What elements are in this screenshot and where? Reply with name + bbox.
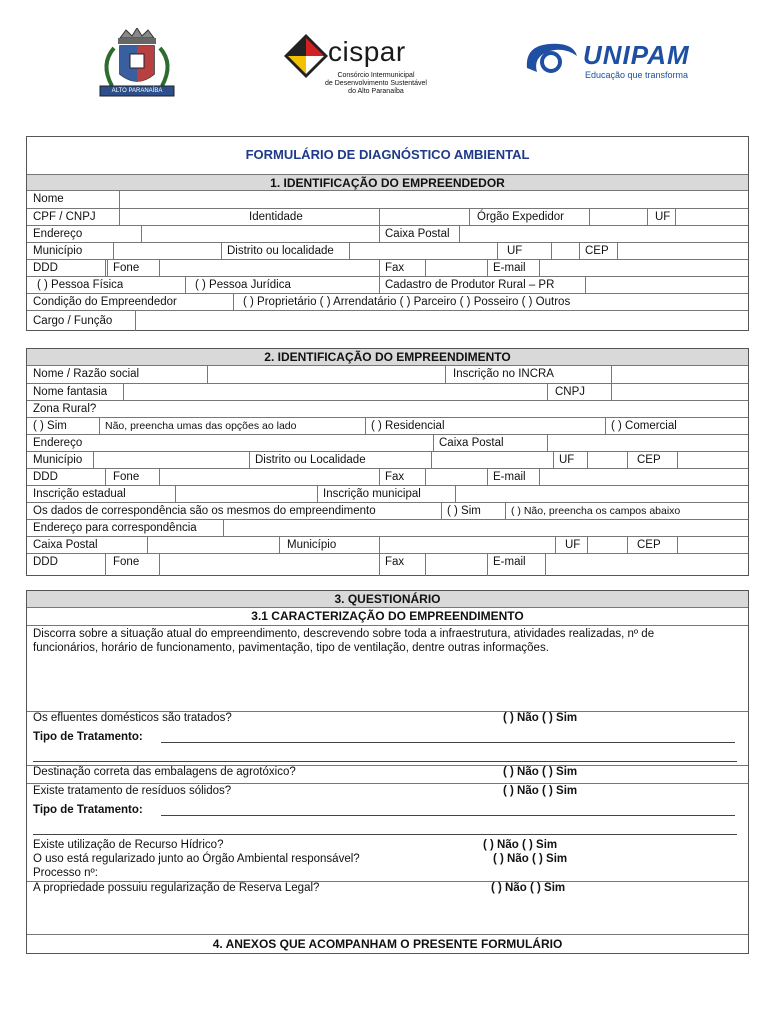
q-agrotoxico-options[interactable]: ( ) Não ( ) Sim [503,766,578,778]
cispar-name: cispar [328,36,406,67]
label-uf-4: UF [565,539,581,551]
q-residuos: Existe tratamento de resíduos sólidos? [33,785,232,797]
label-caixa-postal: Caixa Postal [385,228,450,240]
label-email-2: E-mail [493,471,526,483]
label-nome-fantasia: Nome fantasia [33,386,108,398]
row-cpf [27,208,748,226]
form-section-1 [26,136,749,331]
discorra-line-2: funcionários, horário de funcionamento, pavimentação, tipo de ventilação, dentre outras informações. [33,642,549,654]
cispar-line2: de Desenvolvimento Sustentável [325,80,427,87]
label-email-3: E-mail [493,556,526,568]
unipam-name: UNIPAM [583,40,690,70]
label-uf-3: UF [559,454,575,466]
q-reserva-legal-options[interactable]: ( ) Não ( ) Sim [491,882,566,894]
section-3-subtitle: 3.1 CARACTERIZAÇÃO DO EMPREENDIMENTO [27,608,748,626]
section-1-header: 1. IDENTIFICAÇÃO DO EMPREENDEDOR [27,174,748,191]
label-fone-2: Fone [113,471,140,483]
label-cep-2: CEP [637,454,661,466]
crest-scroll-text: ALTO PARANAÍBA [111,88,163,94]
q-efluentes-options[interactable]: ( ) Não ( ) Sim [503,712,578,724]
label-fax: Fax [385,262,405,274]
row-nome [27,191,748,208]
form-section-2 [26,348,749,576]
row-municipio-2 [27,451,748,469]
header-logos [0,0,770,120]
label-uf-2: UF [507,245,523,257]
q-agrotoxico: Destinação correta das embalagens de agrotóxico? [33,766,296,778]
label-municipio-3: Município [287,539,337,551]
form-section-3 [26,590,749,954]
row-ddd [27,259,748,277]
cispar-line1: Consórcio Intermunicipal [337,72,415,79]
label-cpf: CPF / CNPJ [33,211,96,223]
label-caixa-postal-3: Caixa Postal [33,539,98,551]
q-recurso-hidrico-options[interactable]: ( ) Não ( ) Sim [483,839,558,851]
row-zona-rural [27,400,748,418]
tipo-tratamento-extra-line[interactable] [33,761,737,762]
label-fone-3: Fone [113,556,140,568]
row-endereco-2 [27,434,748,452]
row-ddd-2 [27,468,748,486]
label-cnpj: CNPJ [555,386,586,398]
option-pessoa-fisica[interactable]: ( ) Pessoa Física [37,279,124,291]
label-fax-3: Fax [385,556,405,568]
q-regularizado: O uso está regularizado junto ao Órgão Ambiental responsável? [33,853,360,865]
label-cadastro-produtor: Cadastro de Produtor Rural – PR [385,279,555,291]
q-recurso-hidrico: Existe utilização de Recurso Hídrico? [33,839,224,851]
label-fax-2: Fax [385,471,405,483]
discorra-line-1: Discorra sobre a situação atual do empreendimento, descrevendo sobre toda a infraestrutura, atividades realizadas, nº de [33,628,655,640]
option-correspondencia-nao[interactable]: ( ) Não, preencha os campos abaixo [511,505,681,517]
label-tipo-tratamento-2: Tipo de Tratamento: [33,804,143,816]
label-zona-rural: Zona Rural? [33,403,97,415]
section-2-header: 2. IDENTIFICAÇÃO DO EMPREENDIMENTO [27,349,748,366]
q-regularizado-options[interactable]: ( ) Não ( ) Sim [493,853,568,865]
section-4-header: 4. ANEXOS QUE ACOMPANHAM O PRESENTE FORMULÁRIO [212,937,563,951]
q-efluentes: Os efluentes domésticos são tratados? [33,712,232,724]
label-nome: Nome [33,193,64,205]
option-residencial[interactable]: ( ) Residencial [371,420,445,432]
unipam-tagline: Educação que transforma [585,70,689,80]
q-residuos-options[interactable]: ( ) Não ( ) Sim [503,785,578,797]
label-inscricao-estadual: Inscrição estadual [33,488,126,500]
label-ddd-2: DDD [33,471,58,483]
row-fantasia [27,383,748,401]
unipam-swoosh-icon [523,38,581,78]
label-endereco-2: Endereço [33,437,83,449]
label-correspondencia-q: Os dados de correspondência são os mesmos do empreendimento [33,505,376,517]
label-orgao-expedidor: Órgão Expedidor [477,211,564,223]
row-razao [27,366,748,383]
label-inscricao-municipal: Inscrição municipal [323,488,421,500]
option-comercial[interactable]: ( ) Comercial [611,420,677,432]
section-3-header: 3. QUESTIONÁRIO [27,591,748,608]
option-pessoa-juridica[interactable]: ( ) Pessoa Jurídica [195,279,291,291]
label-processo: Processo nº: [33,867,98,879]
tipo-tratamento-extra-line-2[interactable] [33,834,737,835]
row-condicao [27,293,748,311]
label-identidade: Identidade [249,211,303,223]
options-condicao[interactable]: ( ) Proprietário ( ) Arrendatário ( ) Parceiro ( ) Posseiro ( ) Outros [243,296,571,308]
tipo-tratamento-field[interactable] [161,742,735,743]
row-correspondencia [27,502,748,520]
form-title: FORMULÁRIO DE DIAGNÓSTICO AMBIENTAL [245,147,530,162]
label-cep-3: CEP [637,539,661,551]
label-condicao: Condição do Empreendedor [33,296,177,308]
row-caixa-postal-3 [27,536,748,554]
label-distrito: Distrito ou localidade [227,245,334,257]
municipal-crest-logo [92,28,182,106]
row-endereco-correspondencia [27,519,748,537]
label-tipo-tratamento: Tipo de Tratamento: [33,731,143,743]
row-municipio [27,242,748,260]
cispar-line3: do Alto Paranaíba [348,88,404,95]
label-cep: CEP [585,245,609,257]
option-correspondencia-sim[interactable]: ( ) Sim [447,505,481,517]
label-municipio-2: Município [33,454,83,466]
label-nao-preencha: Não, preencha umas das opções ao lado [105,420,297,432]
label-ddd: DDD [33,262,58,274]
label-caixa-postal-2: Caixa Postal [439,437,504,449]
row-zona-options [27,417,748,435]
label-municipio: Município [33,245,83,257]
label-razao-social: Nome / Razão social [33,368,140,380]
label-uf: UF [655,211,671,223]
label-endereco-correspondencia: Endereço para correspondência [33,522,197,534]
row-pessoa [27,276,748,294]
label-incra: Inscrição no INCRA [453,368,554,380]
q-reserva-legal: A propriedade possuiu regularização de Reserva Legal? [33,882,320,894]
label-cargo: Cargo / Função [33,315,113,327]
label-email: E-mail [493,262,526,274]
row-inscricoes [27,485,748,503]
label-ddd-3: DDD [33,556,58,568]
row-ddd-3 [27,553,748,576]
label-fone: Fone [113,262,140,274]
row-cargo [27,310,748,331]
label-distrito-2: Distrito ou Localidade [255,454,366,466]
cispar-logo [284,32,434,102]
row-endereco [27,225,748,243]
option-zona-sim[interactable]: ( ) Sim [33,420,67,432]
tipo-tratamento-field-2[interactable] [161,815,735,816]
label-endereco: Endereço [33,228,83,240]
unipam-logo [523,38,698,86]
